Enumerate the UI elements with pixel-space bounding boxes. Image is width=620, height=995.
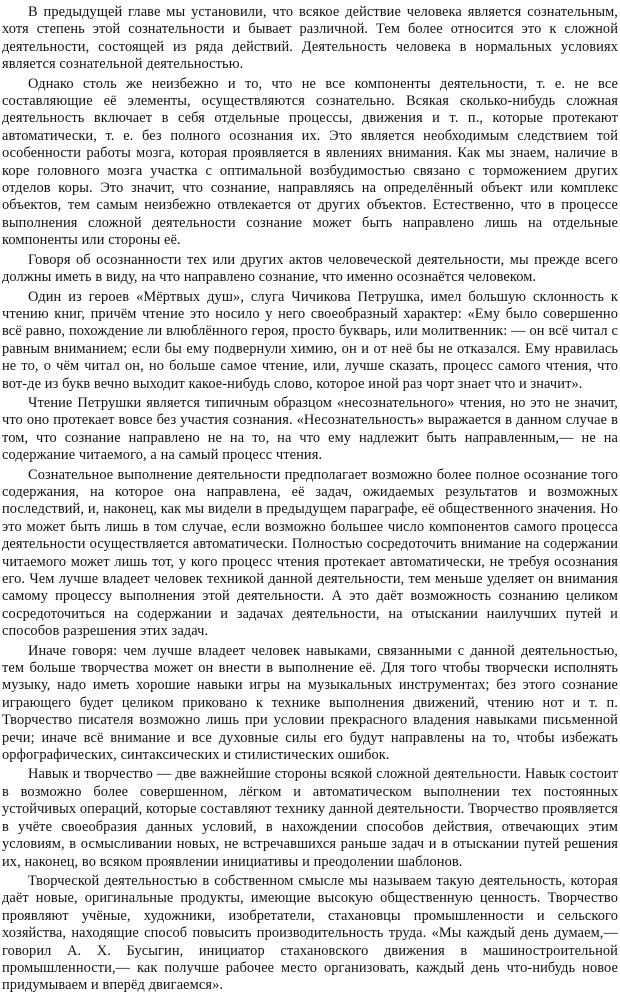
paragraph-9: Творческой деятельностью в собственном смысле мы называем такую деятельность, которая даёт новые, оригинальные продукты, имеющие высокую общественную ценность. Творчество проявляют учёные, художники, изобретатели, стахановцы промышленности и сельского хозяйства, находящие способ повысить производительность труда. «Мы каждый день думаем,— говорил А. Х. Бусыгин, инициатор стахановского движения в машиностроительной промышленности,— как получше рабочее место организовать, каждый день что-нибудь новое придумываем и вперёд двигаемся». bbox=[2, 872, 618, 994]
paragraph-8: Навык и творчество — две важнейшие стороны всякой сложной деятельности. Навык состоит в возможно более совершенном, лёгком и автоматическом выполнении тех постоянных устойчивых операций, которые составляют технику данной деятельности. Творчество проявляется в учёте своеобразия данных условий, в нахождении способов действия, отвечающих этим условиям, в осмысливании новых, не встречавшихся раньше задач и в отыскании путей решения их, наконец, во всяком проявлении инициативы и преодолении шаблонов. bbox=[2, 766, 618, 870]
paragraph-4: Один из героев «Мёртвых душ», слуга Чичикова Петрушка, имел большую склонность к чтению книг, причём чтение это носило у него своеобразный характер: «Ему было совершенно всё равно, похождение ли влюблённого героя, просто букварь, или молитвенник: — он всё читал с равным вниманием; если бы ему подвернули химию, он и от неё бы не отказался. Ему нравилась не то, о чём читал он, но больше самое чтение, или, лучше сказать, процесс самого чтения, что вот-де из букв вечно выходит какое-нибудь слово, которое иной раз чорт знает что и значит». bbox=[2, 288, 618, 392]
paragraph-6: Сознательное выполнение деятельности предполагает возможно более полное осознание того содержания, на которое она направлена, её задач, ожидаемых результатов и возможных последствий, и, наконец, как мы видели в предыдущем параграфе, её общественного значения. Но это может быть лишь в том случае, если возможно большее число компонентов самого процесса деятельности осуществляется автоматически. Полностью сосредоточить внимание на содержании читаемого может лишь тот, у кого процесс чтения протекает автоматически, не требуя осознания его. Чем лучше владеет человек техникой данной деятельности, тем меньше уделяет он внимания самому процессу выполнения этой деятельности. А это даёт возможность сознанию целиком сосредоточиться на содержании и задачах деятельности, на отыскании наилучших путей и способов разрешения этих задач. bbox=[2, 466, 618, 640]
paragraph-2: Однако столь же неизбежно и то, что не все компоненты деятельности, т. е. не все составляющие её элементы, осуществляются сознательно. Всякая сколько-нибудь сложная деятельность включает в себя отдельные процессы, движения и т. п., которые протекают автоматически, т. е. без полного осознания их. Это является необходимым следствием той особенности работы мозга, которая проявляется в явлениях внимания. Как мы знаем, наличие в коре головного мозга участка с оптимальной возбудимостью связано с торможением других отделов коры. Это значит, что сознание, направляясь на определённый объект или комплекс объектов, тем самым неизбежно отвлекается от других объектов. Естественно, что в процессе выполнения сложной деятельности сознание может быть направлено лишь на отдельные компоненты или стороны её. bbox=[2, 75, 618, 249]
paragraph-3: Говоря об осознанности тех или других актов человеческой деятельности, мы прежде всего должны иметь в виду, на что направлено сознание, что именно осознаётся человеком. bbox=[2, 251, 618, 286]
paragraph-7: Иначе говоря: чем лучше владеет человек навыками, связанными с данной деятельностью, тем больше творчества может он внести в выполнение её. Для того чтобы творчески исполнять музыку, надо иметь хорошие навыки игры на музыкальных инструментах; без этого сознание играющего будет целиком приковано к технике выполнения движений, чтению нот и т. п. Творчество писателя возможно лишь при условии прекрасного владения навыками письменной речи; иначе всё внимание и все духовные силы его будут направлены на то, чтобы избежать орфографических, синтаксических и стилистических ошибок. bbox=[2, 642, 618, 764]
paragraph-1: В предыдущей главе мы установили, что всякое действие человека является сознательным, хотя степень этой сознательности и бывает различной. Тем более относится это к сложной деятельности, состоящей из ряда действий. Деятельность человека в нормальных условиях является сознательной деятельностью. bbox=[2, 4, 618, 73]
paragraph-5: Чтение Петрушки является типичным образцом «несознательного» чтения, но это не значит, что оно протекает вовсе без участия сознания. «Несознательность» выражается в данном случае в том, что сознание направлено не на то, на что ему надлежит быть направленным,— не на содержание читаемого, а на самый процесс чтения. bbox=[2, 394, 618, 464]
